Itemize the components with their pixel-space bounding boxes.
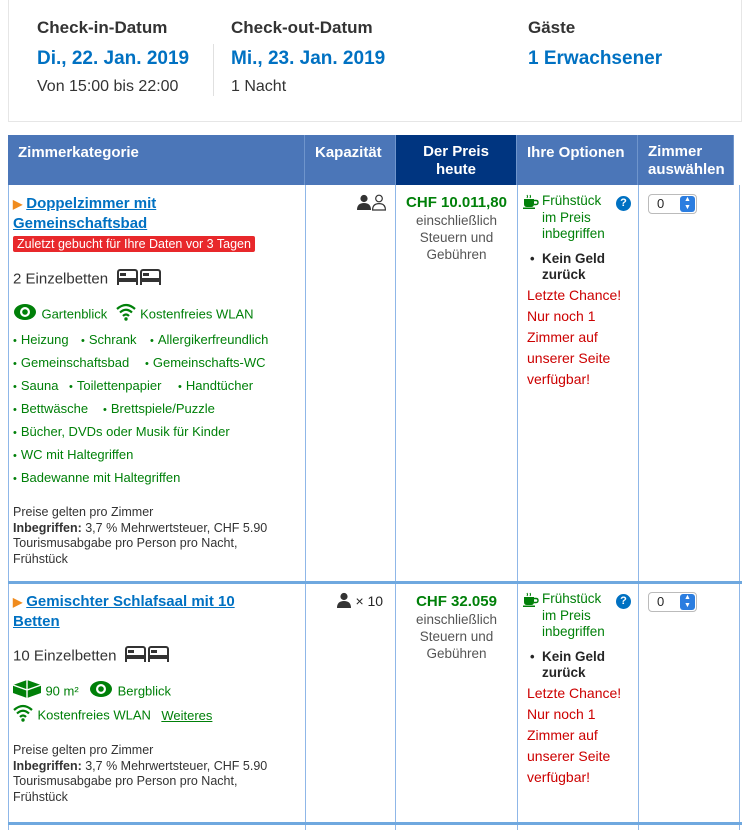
facility-item: • Bettwäsche [13, 401, 89, 416]
bed-info [13, 269, 161, 290]
checkout-block [231, 18, 385, 96]
highlight-wifi: Kostenfreies WLAN [37, 707, 151, 723]
highlight-wifi: Kostenfreies WLAN [140, 306, 254, 322]
row-separator [8, 822, 742, 825]
guests-block [528, 18, 662, 70]
person-icon [337, 592, 351, 608]
bed-info [13, 646, 169, 667]
facility-item: • Brettspiele/Puzzle [103, 401, 215, 416]
price-note [13, 743, 298, 805]
checkout-date[interactable]: Mi., 23. Jan. 2019 [231, 48, 386, 69]
facility-item: • Heizung [13, 332, 69, 347]
row-separator [8, 581, 742, 584]
price-note-line: Preise gelten pro Zimmer [13, 505, 154, 519]
refund-policy [523, 251, 635, 284]
breakfast-text: Frühstück [542, 193, 602, 208]
coffee-cup-icon [523, 194, 539, 214]
col-line [517, 185, 518, 830]
highlight-view: Gartenblick [41, 306, 108, 322]
stay-summary [8, 0, 742, 122]
person-icon [357, 194, 387, 211]
facility-item: • Handtücher [178, 378, 254, 393]
divider [213, 44, 214, 96]
header-capacity: Kapazität [305, 135, 396, 185]
expand-triangle-icon: ▶ [13, 197, 23, 211]
single-bed-icon [117, 269, 161, 290]
included-text: Tourismusabgabe pro Person pro Nacht, [13, 536, 238, 550]
header-select-rooms [638, 135, 734, 185]
room-name-line1[interactable]: Gemischter Schlafsaal mit 10 [26, 593, 235, 610]
header-select-line2: auswählen [648, 161, 725, 178]
breakfast-text: im Preis [542, 209, 591, 225]
room-price: CHF 10.011,80 [406, 194, 507, 211]
chevron-updown-icon: ▲ ▼ [680, 196, 695, 212]
included-text: Frühstück [13, 551, 68, 566]
included-label: Inbegriffen: [13, 520, 82, 535]
col-line [739, 185, 740, 830]
room-name-line1[interactable]: Doppelzimmer mit [26, 195, 157, 212]
facility-item: • Sauna [13, 378, 59, 393]
checkin-time: Von 15:00 bis 22:00 [37, 78, 179, 95]
capacity-icons [357, 194, 387, 216]
guests-value[interactable]: 1 Erwachsener [528, 48, 663, 69]
included-text: Tourismusabgabe pro Person pro Nacht, [13, 774, 238, 788]
price-sub: Gebühren [426, 646, 487, 661]
refund-policy [523, 649, 635, 682]
checkin-label: Check-in-Datum [37, 18, 168, 37]
facility-item: • Bücher, DVDs oder Musik für Kinder [13, 424, 230, 439]
price-cell [396, 194, 517, 263]
header-options: Ihre Optionen [517, 135, 638, 185]
breakfast-text: im Preis [542, 607, 591, 623]
options-cell [523, 193, 635, 390]
room-name-line2[interactable]: Gemeinschaftsbad [13, 215, 148, 232]
header-room-category: Zimmerkategorie [8, 135, 305, 185]
included-text: 3,7 % Mehrwertsteuer, CHF 5.90 [81, 758, 268, 773]
facility-item: • Gemeinschaftsbad [13, 355, 130, 370]
breakfast-text: Frühstück [542, 591, 602, 606]
coffee-cup-icon [523, 592, 539, 612]
no-refund-text: zurück [542, 267, 586, 282]
bed-count: 2 Einzelbetten [13, 270, 109, 288]
bed-count: 10 Einzelbetten [13, 647, 117, 665]
room-quantity-select[interactable]: 0 ▲ ▼ [648, 592, 697, 612]
guests-label: Gäste [528, 18, 576, 37]
capacity-info [337, 592, 383, 611]
room-highlights [13, 680, 171, 703]
header-price-line1: Der Preis [423, 143, 489, 160]
included-text: 3,7 % Mehrwertsteuer, CHF 5.90 [81, 520, 268, 535]
price-note [13, 505, 298, 567]
chevron-updown-icon: ▲ ▼ [680, 594, 695, 610]
room-name-link[interactable] [13, 194, 298, 233]
included-text: Frühstück [13, 789, 68, 804]
facility-item: • Badewanne mit Haltegriffen [13, 470, 181, 485]
price-sub: einschließlich [415, 612, 498, 627]
no-refund-text: zurück [542, 665, 586, 680]
col-line [305, 185, 306, 830]
checkout-label: Check-out-Datum [231, 18, 373, 37]
room-price: CHF 32.059 [416, 593, 497, 610]
price-cell [396, 593, 517, 662]
scarcity-warning: Letzte Chance! Nur noch 1 Zimmer auf unserer Seite verfügbar! [527, 684, 622, 785]
room-name-line2[interactable]: Betten [13, 613, 60, 630]
included-label: Inbegriffen: [13, 758, 82, 773]
capacity-count: × 10 [355, 593, 384, 609]
more-facilities-link[interactable]: Weiteres [161, 707, 213, 723]
price-note-line: Preise gelten pro Zimmer [13, 743, 154, 757]
checkin-date[interactable]: Di., 22. Jan. 2019 [37, 48, 190, 69]
breakfast-text: inbegriffen [542, 624, 605, 639]
facility-item: • Gemeinschafts-WC [145, 355, 266, 370]
col-line [8, 185, 9, 830]
price-sub: einschließlich [415, 213, 498, 228]
wifi-icon [116, 303, 136, 326]
bullet: • [530, 648, 535, 664]
breakfast-text: inbegriffen [542, 226, 605, 241]
help-icon[interactable]: ? [616, 196, 631, 211]
header-select-line1: Zimmer [648, 143, 703, 160]
no-refund-text: Kein Geld [542, 250, 606, 266]
room-highlights [13, 704, 212, 727]
price-sub: Steuern und [419, 629, 494, 644]
col-line [638, 185, 639, 830]
nights-count: 1 Nacht [231, 78, 287, 95]
eye-icon [89, 680, 113, 703]
no-refund-text: Kein Geld [542, 648, 606, 664]
room-size-icon [13, 680, 41, 703]
room-size: 90 m² [45, 683, 79, 699]
header-price-line2: heute [435, 161, 476, 178]
wifi-icon [13, 704, 33, 727]
options-cell [523, 591, 635, 788]
room-quantity-select[interactable]: 0 ▲ ▼ [648, 194, 697, 214]
scarcity-warning: Letzte Chance! Nur noch 1 Zimmer auf unserer Seite verfügbar! [527, 286, 622, 387]
help-icon[interactable]: ? [616, 594, 631, 609]
single-bed-icon [125, 646, 169, 667]
facility-item: • Allergikerfreundlich [150, 332, 269, 347]
facility-item: • Schrank [81, 332, 137, 347]
highlight-view: Bergblick [117, 683, 172, 699]
expand-triangle-icon: ▶ [13, 595, 23, 609]
col-line [395, 185, 396, 830]
header-price [396, 135, 517, 185]
room-highlights [13, 303, 254, 326]
bullet: • [530, 250, 535, 266]
price-sub: Steuern und [419, 230, 494, 245]
price-sub: Gebühren [426, 247, 487, 262]
recently-booked-badge: Zuletzt gebucht für Ihre Daten vor 3 Tagen [13, 236, 255, 252]
room-name-link[interactable] [13, 592, 298, 631]
facility-item: • WC mit Haltegriffen [13, 447, 134, 462]
eye-icon [13, 303, 37, 326]
facility-item: • Toilettenpapier [69, 378, 162, 393]
checkin-block [37, 18, 189, 96]
